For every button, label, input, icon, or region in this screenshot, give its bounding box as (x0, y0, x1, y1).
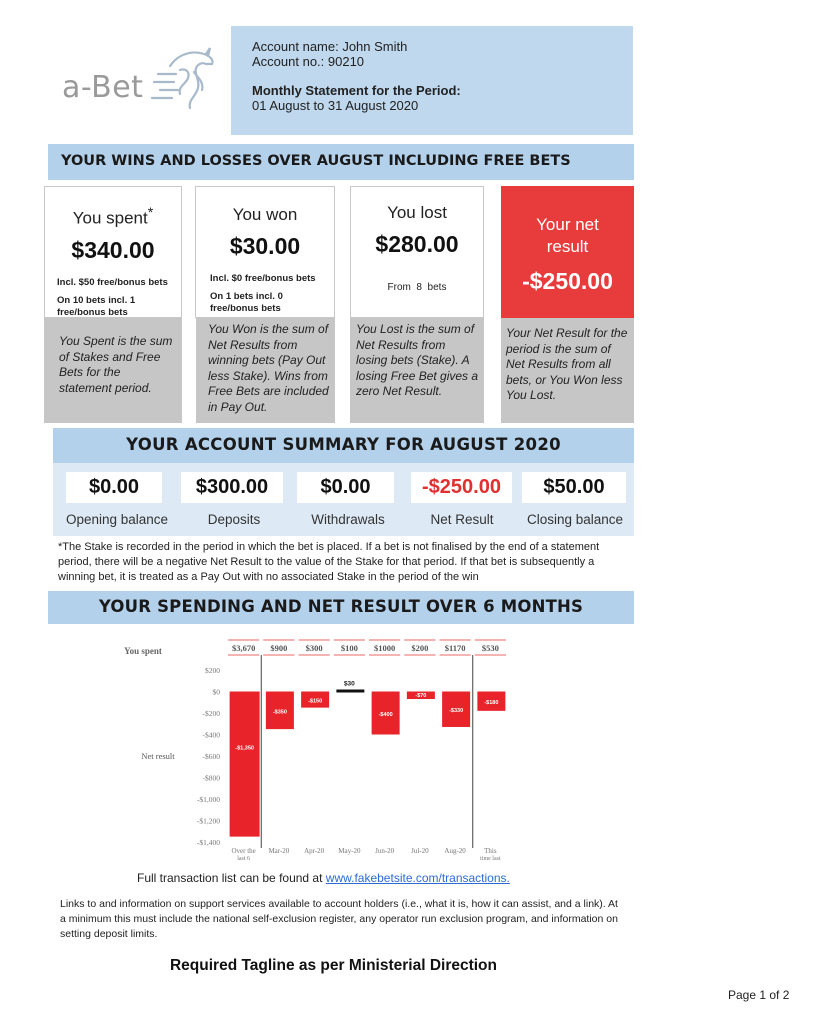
spent-value: $3,670 (231, 643, 256, 653)
spent-value: $300 (305, 643, 323, 653)
y-tick-label: $0 (212, 687, 220, 697)
y-tick-label: -$200 (202, 709, 220, 718)
won-note-free: Incl. $0 free/bonus bets (210, 273, 316, 284)
net-data-label: -$150 (308, 698, 323, 705)
account-name: Account name: John Smith (252, 39, 408, 54)
net-data-label: -$350 (272, 709, 287, 716)
y-tick-label: -$600 (202, 752, 220, 761)
statement-period: 01 August to 31 August 2020 (252, 98, 419, 113)
net-description: Your Net Result for the period is the sum of Net Results from all bets, or You Won less You Lost. (501, 318, 634, 423)
spent-value: $900 (270, 643, 288, 653)
spent-value: $100 (340, 643, 358, 653)
spent-asterisk: * (147, 205, 154, 221)
net-data-label: -$400 (378, 712, 393, 718)
stake-footnote: *The Stake is recorded in the period in which the bet is placed. If a bet is not finalised by the end of a statement period, there will be a negative Net Result to the value of the Stake for that period. If that bet is subsequently a winning bet, it is treated as a Pay Out with no associated Stake in the period of the win (58, 541, 600, 583)
deposits-label: Deposits (207, 512, 261, 527)
support-services-text: Links to and information on support services available to account holders (i.e., what it is, how it can assist, and a link). At a minimum this must include the national self-exclusion register, any operator run exclusion program, and information on setting deposit limits. (60, 898, 618, 940)
won-value: $30.00 (229, 233, 301, 259)
account-summary-banner: YOUR ACCOUNT SUMMARY FOR AUGUST 2020 (53, 428, 634, 463)
lost-value: $280.00 (375, 231, 459, 257)
won-description: You Won is the sum of Net Results from winning bets (Pay Out less Stake). Wins from Free Bets are included in Pay Out. (196, 318, 335, 423)
withdrawals-value: $0.00 (297, 472, 394, 503)
x-tick-label: Jul-20 (411, 847, 429, 855)
net-data-label: -$180 (484, 700, 499, 707)
y-tick-label: -$1,200 (196, 816, 220, 826)
page-number: Page 1 of 2 (728, 988, 790, 1002)
logo-text: a-Bet (62, 70, 144, 105)
x-tick-label: May-20 (338, 847, 361, 855)
withdrawals-label: Withdrawals (311, 512, 385, 527)
transactions-text: Full transaction list can be found at (137, 871, 326, 885)
won-note-bets: On 1 bets incl. 0 free/bonus bets (210, 291, 283, 314)
y-tick-label: -$400 (202, 730, 220, 740)
y-tick-label: -$1,400 (196, 838, 220, 847)
net-bar (230, 692, 260, 837)
x-tick-label: last 6 (237, 856, 251, 862)
won-label: You won (232, 205, 298, 224)
y-tick-label: -$1,000 (196, 795, 220, 804)
spent-label: You spent* (72, 205, 154, 228)
spent-value: $200 (411, 643, 429, 653)
ministerial-tagline: Required Tagline as per Ministerial Direction (169, 957, 497, 974)
closing-balance-label: Closing balance (526, 512, 624, 527)
net-data-label: $30 (343, 680, 355, 688)
spending-banner: YOUR SPENDING AND NET RESULT OVER 6 MONTHS (48, 591, 634, 624)
y-tick-label: -$800 (202, 773, 220, 783)
x-tick-label: Jun-20 (375, 847, 395, 855)
deposits-value: $300.00 (181, 472, 283, 503)
net-data-label: -$330 (449, 708, 464, 715)
spent-note-bets: On 10 bets incl. 1 free/bonus bets (57, 294, 136, 318)
spent-value: $1000 (374, 643, 396, 653)
x-tick-label: time last (480, 856, 501, 862)
lost-description: You Lost is the sum of Net Results from losing bets (Stake). A losing Free Bet gives a zero Net Result. (350, 318, 484, 423)
x-tick-label: Mar-20 (268, 847, 290, 855)
y-tick-label: $200 (205, 666, 220, 675)
lost-note: From 8 bets (387, 282, 447, 293)
opening-balance-label: Opening balance (65, 512, 169, 527)
spent-description: You Spent is the sum of Stakes and Free Bets for the statement period. (44, 318, 182, 423)
net-result-label: Net Result (430, 512, 494, 527)
account-number: Account no.: 90210 (252, 54, 365, 69)
statement-title: Monthly Statement for the Period: (252, 83, 461, 98)
you-spent-row-label: You spent (124, 646, 162, 656)
x-tick-label: Aug-20 (444, 847, 466, 855)
net-data-label: -$1,350 (235, 745, 254, 752)
x-tick-label: Apr-20 (304, 847, 325, 855)
net-data-label: -$70 (415, 693, 427, 700)
transactions-line (137, 871, 510, 885)
transactions-link[interactable]: www.fakebetsite.com/transactions. (325, 871, 510, 885)
net-bar (336, 690, 364, 693)
opening-balance-value: $0.00 (66, 472, 162, 503)
spent-value: $530 (481, 643, 499, 653)
spent-value: $1170 (444, 643, 466, 653)
net-value: -$250.00 (522, 268, 613, 294)
closing-balance-value: $50.00 (522, 472, 626, 503)
wins-losses-banner: YOUR WINS AND LOSSES OVER AUGUST INCLUDING FREE BETS (48, 144, 634, 180)
lost-label: You lost (387, 203, 447, 222)
x-tick-label: Over the (231, 847, 256, 855)
x-tick-label: This (484, 847, 497, 855)
net-label: Your net result (536, 215, 599, 256)
net-result-value: -$250.00 (411, 472, 512, 503)
spent-value: $340.00 (71, 236, 155, 263)
spent-note-free: Incl. $50 free/bonus bets (57, 276, 168, 288)
net-result-row-label: Net result (141, 751, 175, 761)
